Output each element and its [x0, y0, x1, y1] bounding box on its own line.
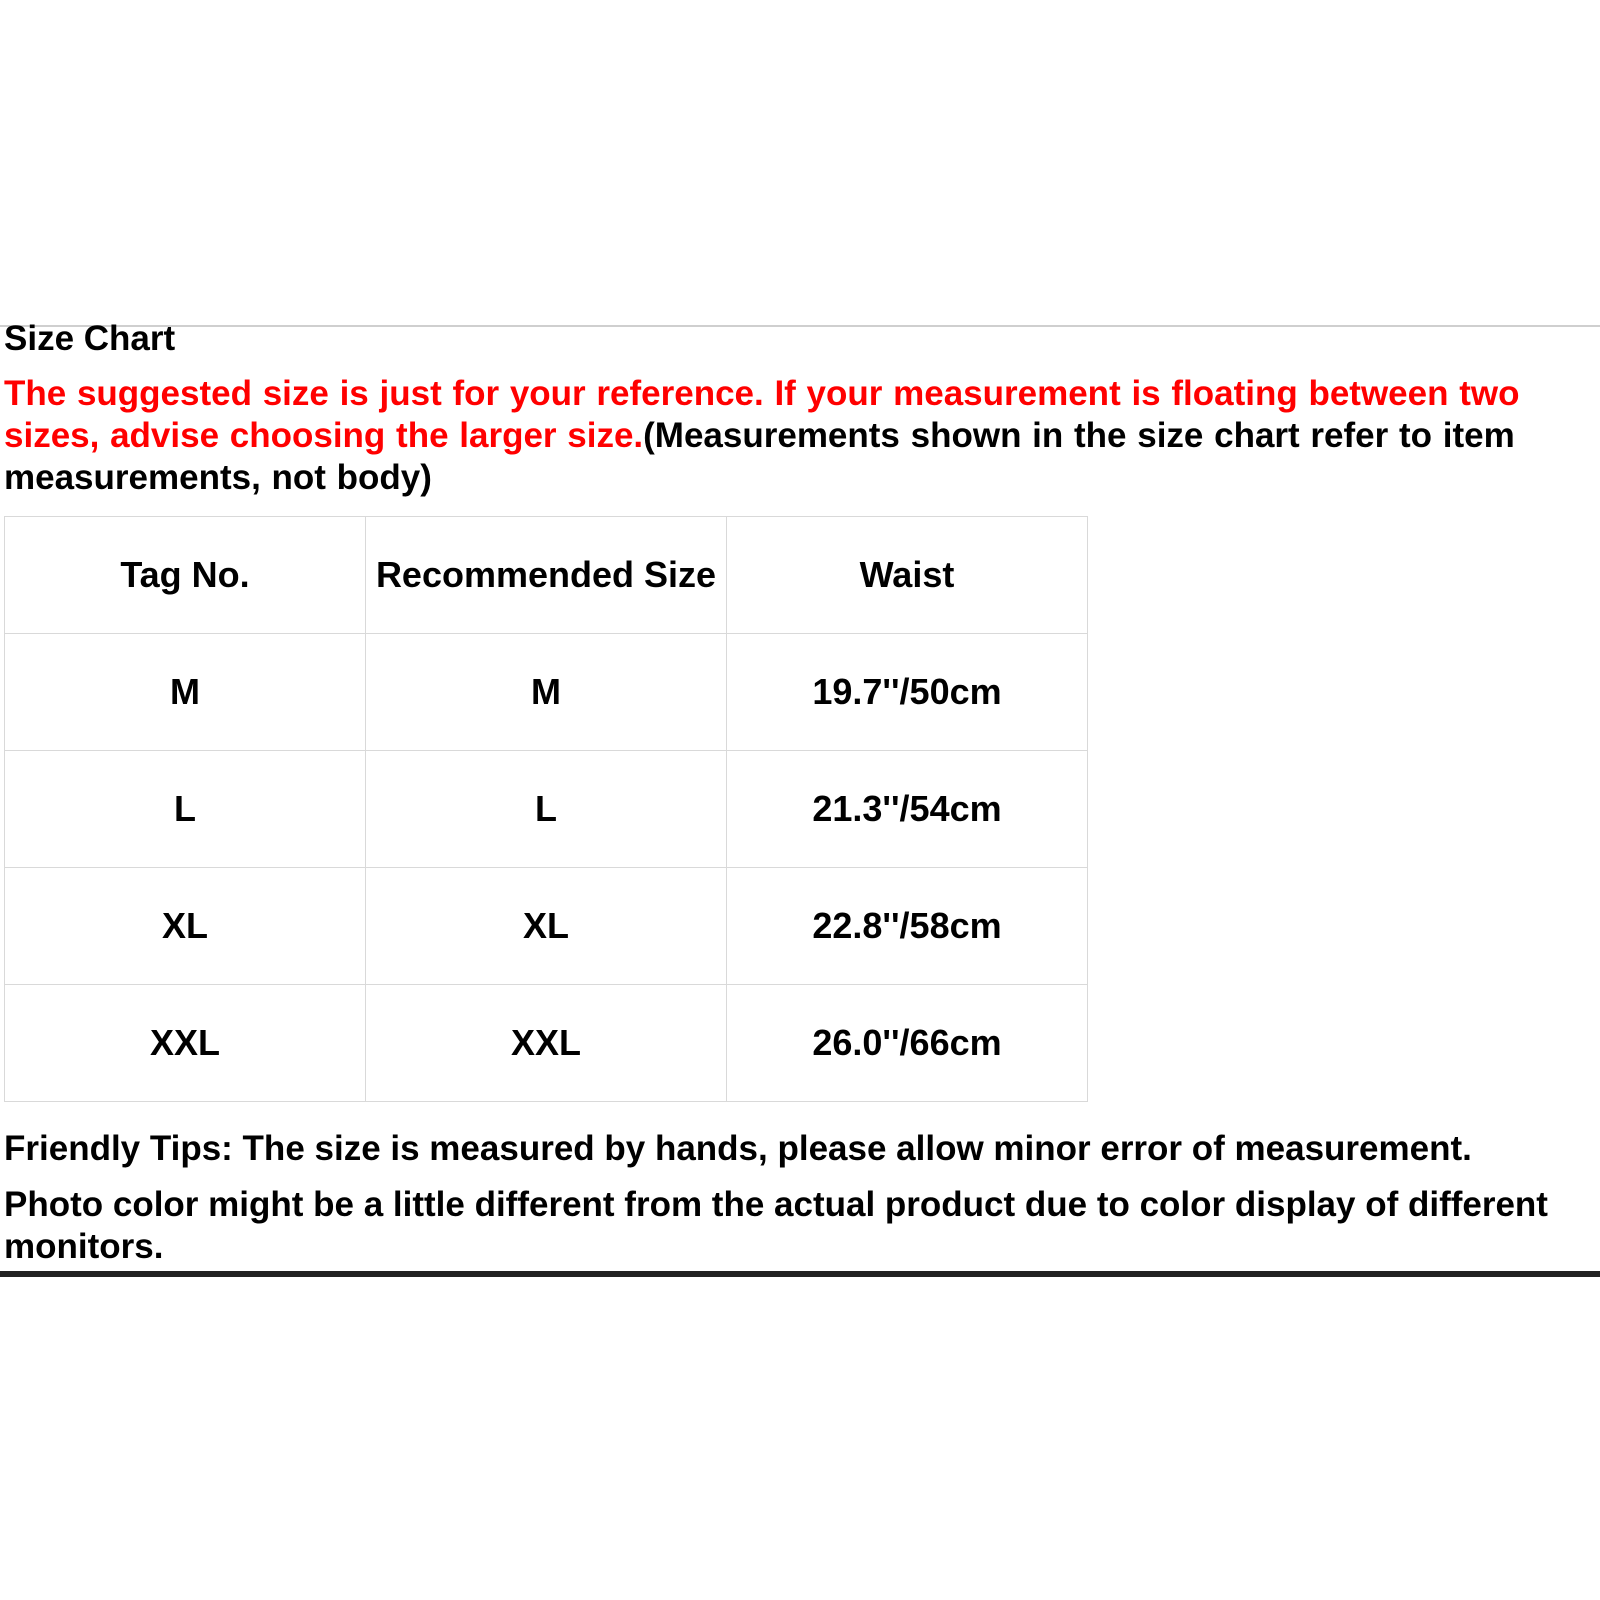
tip-measurement: Friendly Tips: The size is measured by hands, please allow minor error of measurement. — [4, 1129, 1472, 1168]
bottom-divider — [0, 1271, 1600, 1277]
waist-cell: 26.0''/66cm — [727, 985, 1088, 1102]
friendly-tips — [4, 1128, 1598, 1268]
waist-cell: 21.3''/54cm — [727, 751, 1088, 868]
recommended-size-cell: M — [366, 634, 727, 751]
measurement-note: (Measurements shown in the size chart refer to item measurements, not body) — [4, 416, 1515, 497]
header-recommended-size: Recommended Size — [366, 517, 727, 634]
page-title: Size Chart — [4, 319, 176, 358]
waist-cell: 22.8''/58cm — [727, 868, 1088, 985]
tag-cell: XXL — [5, 985, 366, 1102]
recommended-size-cell: XXL — [366, 985, 727, 1102]
table-row — [5, 868, 1088, 985]
header-tag-no: Tag No. — [5, 517, 366, 634]
tip-photo-color: Photo color might be a little different from the actual product due to color display of different monitors. — [4, 1185, 1548, 1266]
table-row — [5, 985, 1088, 1102]
tag-cell: M — [5, 634, 366, 751]
size-table — [4, 516, 1088, 1102]
size-warning: The suggested size is just for your reference. If your measurement is floating between two sizes, advise choosing the larger size. — [4, 374, 1520, 455]
waist-cell: 19.7''/50cm — [727, 634, 1088, 751]
table-row — [5, 634, 1088, 751]
table-row — [5, 751, 1088, 868]
recommended-size-cell: XL — [366, 868, 727, 985]
top-divider — [0, 325, 1600, 327]
header-waist: Waist — [727, 517, 1088, 634]
tag-cell: XL — [5, 868, 366, 985]
size-advice — [4, 373, 1598, 499]
recommended-size-cell: L — [366, 751, 727, 868]
tag-cell: L — [5, 751, 366, 868]
table-header-row — [5, 517, 1088, 634]
